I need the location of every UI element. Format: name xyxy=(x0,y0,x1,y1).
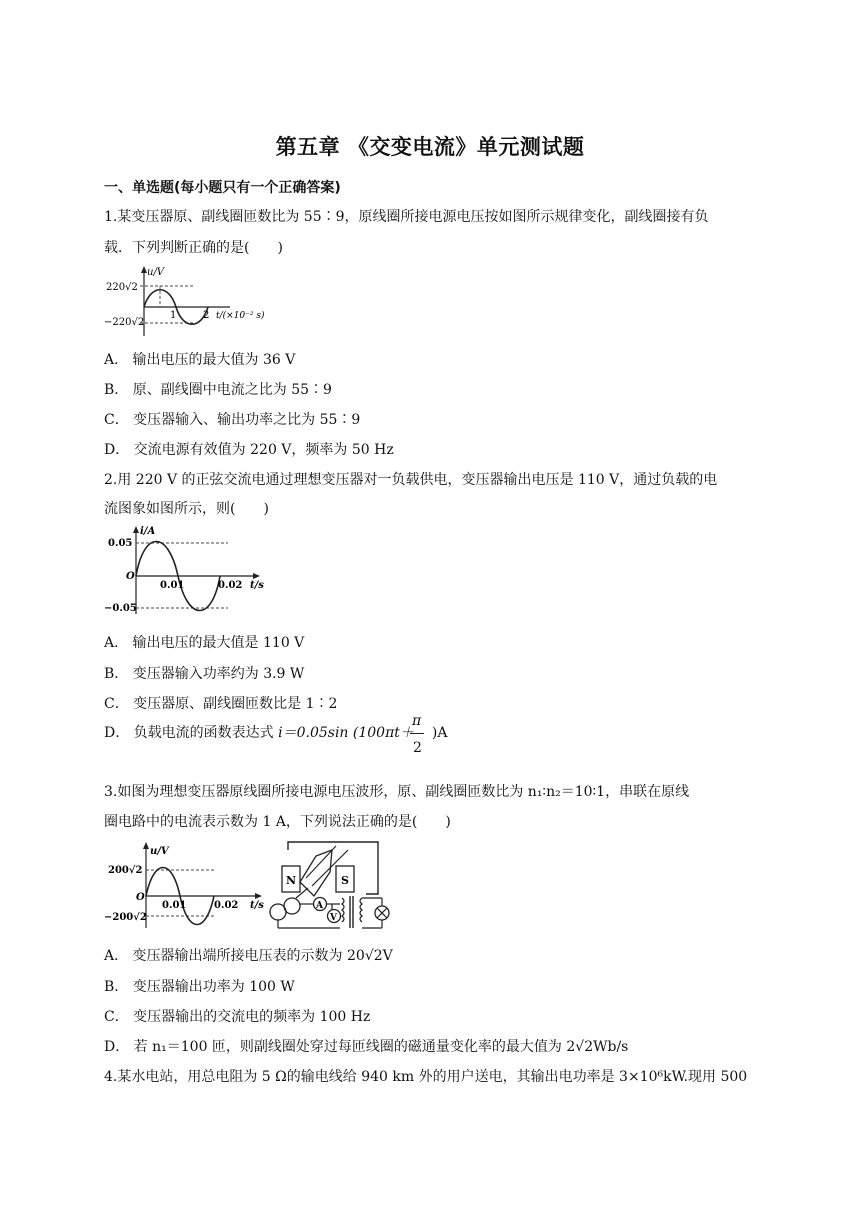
q2-origin-label: O xyxy=(126,571,135,582)
q2-option-a[interactable]: A． 输出电压的最大值是 110 V xyxy=(104,635,305,651)
q2-option-d-suffix: )A xyxy=(431,725,448,741)
q1-yneg-label: −220√2 xyxy=(104,317,145,328)
q2-ypos-label: 0.05 xyxy=(108,538,133,549)
secondary-coil-icon xyxy=(360,898,362,922)
q3-yneg-label: −200√2 xyxy=(104,912,147,923)
q3-option-c[interactable]: C． 变压器输出的交流电的频率为 100 Hz xyxy=(104,1009,371,1025)
q1-option-a[interactable]: A． 输出电压的最大值为 36 V xyxy=(104,352,296,368)
q3-t2-label: 0.02 xyxy=(214,900,239,911)
q3-text-line1: 3.如图为理想变压器原线圈所接电源电压波形，原、副线圈匝数比为 n₁∶n₂＝10∶1，串联在原线 xyxy=(104,784,690,800)
q3-option-b[interactable]: B． 变压器输出功率为 100 W xyxy=(104,979,295,995)
q3-y-arrow xyxy=(143,842,149,849)
q2-option-d-expr: i＝0.05sin (100πt＋ xyxy=(278,725,414,741)
q4-text-line1: 4.某水电站，用总电阻为 5 Ω的输电线给 940 km 外的用户送电，其输出电功率是 3×10⁶kW.现用 500 xyxy=(104,1069,748,1085)
q3-x-arrow xyxy=(255,893,262,899)
q2-frac-bar xyxy=(410,733,424,734)
q1-option-c[interactable]: C． 变压器输入、输出功率之比为 55∶9 xyxy=(104,412,361,428)
q1-option-b[interactable]: B． 原、副线圈中电流之比为 55∶9 xyxy=(104,382,332,398)
slip-ring-2 xyxy=(284,898,300,914)
north-label: N xyxy=(286,874,297,887)
coil-loop xyxy=(300,850,332,896)
q1-text-line2: 载．下列判断正确的是( ) xyxy=(104,240,283,256)
page-title: 第五章 《交变电流》单元测试题 xyxy=(275,135,585,159)
q2-ylabel: i/A xyxy=(140,526,156,537)
q2-frac-denominator: 2 xyxy=(413,740,422,756)
q3-text-line2: 圈电路中的电流表示数为 1 A，下列说法正确的是( ) xyxy=(104,814,451,830)
q2-option-c[interactable]: C． 变压器原、副线圈匝数比是 1∶2 xyxy=(104,696,338,712)
q2-xlabel: t/s xyxy=(250,580,264,591)
ammeter-label: A xyxy=(316,901,323,911)
q3-voltage-graph xyxy=(104,838,266,930)
section-heading: 一、单选题(每小题只有一个正确答案) xyxy=(104,180,341,196)
q3-option-a[interactable]: A． 变压器输出端所接电压表的示数为 20√2V xyxy=(104,948,393,964)
primary-coil-icon xyxy=(342,898,344,922)
q3-ylabel: u/V xyxy=(150,846,169,857)
q1-ylabel: u/V xyxy=(147,267,165,278)
q2-current-graph xyxy=(104,522,274,616)
q2-yneg-label: −0.05 xyxy=(104,603,137,614)
q2-text-line2: 流图象如图所示，则( ) xyxy=(104,501,269,517)
q2-t1-label: 0.01 xyxy=(160,580,185,591)
q3-t1-label: 0.01 xyxy=(162,900,187,911)
q2-option-b[interactable]: B． 变压器输入功率约为 3.9 W xyxy=(104,666,305,682)
q3-xlabel: t/s xyxy=(250,900,264,911)
q3-option-d[interactable]: D． 若 n₁＝100 匝，则副线圈处穿过每匝线圈的磁通量变化率的最大值为 2√2Wb/s xyxy=(104,1039,629,1055)
q1-xlabel: t/(×10⁻² s) xyxy=(216,311,265,321)
q2-option-d[interactable] xyxy=(104,722,448,742)
q1-ypos-label: 220√2 xyxy=(106,282,138,293)
q1-t1-label: 1 xyxy=(170,310,177,321)
q2-t2-label: 0.02 xyxy=(218,580,243,591)
q1-t2-label: 2 xyxy=(203,310,210,321)
q2-x-arrow xyxy=(253,573,260,579)
q2-text-line1: 2.用 220 V 的正弦交流电通过理想变压器对一负载供电，变压器输出电压是 110 V，通过负载的电 xyxy=(104,472,718,488)
q2-option-d-prefix: D． 负载电流的函数表达式 xyxy=(104,725,279,741)
q3-ypos-label: 200√2 xyxy=(108,865,143,876)
q1-option-d[interactable]: D． 交流电源有效值为 220 V，频率为 50 Hz xyxy=(104,442,394,458)
south-label: S xyxy=(341,874,349,887)
q2-y-arrow xyxy=(133,526,139,533)
q3-generator-circuit xyxy=(266,836,402,932)
voltmeter-label: V xyxy=(330,913,337,923)
q3-origin-label: O xyxy=(136,892,145,903)
q1-voltage-graph xyxy=(104,262,274,338)
q1-text-line1: 1.某变压器原、副线圈匝数比为 55∶9，原线圈所接电源电压按如图所示规律变化，副线圈接有负 xyxy=(104,209,709,225)
q2-frac-numerator: π xyxy=(412,713,422,729)
